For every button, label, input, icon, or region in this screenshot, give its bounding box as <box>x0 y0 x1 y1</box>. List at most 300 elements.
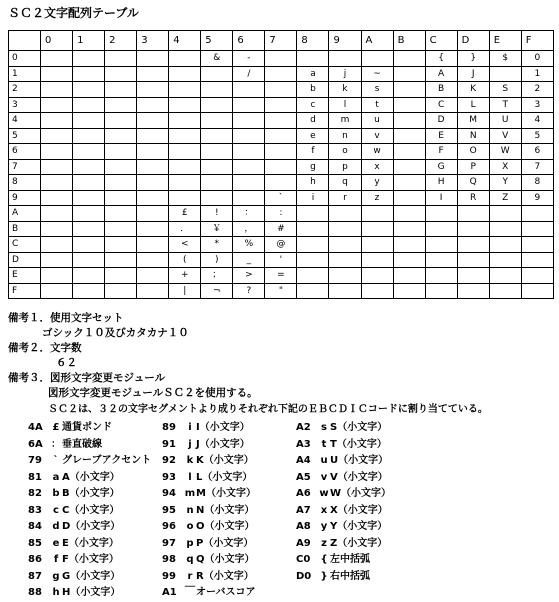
mapping-code: 91 <box>162 438 176 450</box>
mapping-code: 94 <box>162 488 176 499</box>
table-cell: d <box>297 113 329 129</box>
table-cell <box>137 283 169 299</box>
table-cell <box>489 221 521 237</box>
table-cell <box>361 237 393 253</box>
table-cell <box>73 237 105 253</box>
table-cell <box>201 128 233 144</box>
table-cell <box>425 206 457 222</box>
table-cell: R <box>457 190 489 206</box>
table-cell: F <box>425 144 457 160</box>
table-cell: 4 <box>521 113 553 129</box>
table-cell: m <box>329 113 361 129</box>
mapping-code: D0 <box>296 570 312 582</box>
table-cell: ` <box>265 190 297 206</box>
mapping-entry <box>28 486 151 503</box>
table-cell: g <box>297 159 329 175</box>
mapping-glyph: w <box>319 488 329 499</box>
table-cell <box>265 159 297 175</box>
table-cell: - <box>233 51 265 67</box>
mapping-entry <box>162 486 256 503</box>
table-cell: 5 <box>521 128 553 144</box>
column-header: 2 <box>105 31 137 51</box>
table-cell <box>137 66 169 82</box>
column-header: F <box>521 31 553 51</box>
table-cell <box>73 252 105 268</box>
mapping-code: 98 <box>162 554 176 565</box>
table-cell <box>169 190 201 206</box>
table-cell: e <box>297 128 329 144</box>
mapping-glyph: m <box>184 488 196 499</box>
mapping-description: M（小文字） <box>196 488 256 499</box>
table-cell <box>393 113 425 129</box>
table-cell <box>361 268 393 284</box>
table-cell <box>233 144 265 160</box>
table-cell <box>73 113 105 129</box>
mapping-entry <box>28 552 151 569</box>
table-cell <box>297 252 329 268</box>
table-cell <box>361 221 393 237</box>
mapping-glyph: c <box>53 504 59 516</box>
mapping-description: R（小文字） <box>196 570 254 582</box>
mapping-entry <box>296 470 391 487</box>
table-cell <box>489 283 521 299</box>
table-row <box>9 159 554 175</box>
mapping-entry <box>162 536 256 553</box>
table-cell <box>41 128 73 144</box>
mapping-description: A（小文字） <box>62 471 120 483</box>
table-cell: ' <box>265 252 297 268</box>
mapping-description: T（小文字） <box>330 438 387 450</box>
note-1-text: ゴシック１０及びカタカナ１０ <box>42 327 189 339</box>
table-cell: Z <box>489 190 521 206</box>
mapping-entry <box>296 503 391 520</box>
mapping-description: Y（小文字） <box>330 521 388 532</box>
mapping-glyph: v <box>320 471 328 483</box>
table-cell <box>105 283 137 299</box>
table-cell <box>265 128 297 144</box>
table-cell <box>41 237 73 253</box>
column-header: C <box>425 31 457 51</box>
mapping-column-1 <box>28 420 151 602</box>
table-cell <box>201 144 233 160</box>
mapping-entry <box>162 552 256 569</box>
table-header-row <box>9 31 554 51</box>
table-cell <box>201 113 233 129</box>
note-3-text-1: 図形文字変更モジュールＳＣ２を使用する。 <box>48 387 258 399</box>
mapping-glyph: z <box>321 537 327 549</box>
mapping-entry <box>296 437 391 454</box>
mapping-glyph: ： <box>51 438 61 450</box>
table-row <box>9 51 554 67</box>
table-cell <box>457 206 489 222</box>
row-header: 1 <box>9 66 41 82</box>
page-title: ＳＣ２文字配列テーブル <box>8 6 139 20</box>
table-cell <box>233 97 265 113</box>
table-cell <box>105 252 137 268</box>
table-cell <box>361 51 393 67</box>
mapping-entry <box>28 519 151 536</box>
mapping-code: 83 <box>28 504 42 516</box>
mapping-glyph: d <box>52 521 60 532</box>
mapping-entry <box>296 552 391 569</box>
table-cell <box>393 283 425 299</box>
table-cell: u <box>361 113 393 129</box>
mapping-entry <box>296 519 391 536</box>
table-cell: 8 <box>521 175 553 191</box>
table-cell <box>393 128 425 144</box>
mapping-code: A6 <box>296 488 311 499</box>
table-cell <box>265 144 297 160</box>
table-cell: = <box>265 268 297 284</box>
mapping-description: 通貨ポンド <box>62 422 112 433</box>
mapping-code: 88 <box>28 587 42 598</box>
mapping-glyph: j <box>188 438 192 450</box>
table-cell <box>41 283 73 299</box>
table-cell: 9 <box>521 190 553 206</box>
table-cell: { <box>425 51 457 67</box>
table-cell <box>457 268 489 284</box>
mapping-code: 4A <box>28 422 43 433</box>
mapping-description: 左中括弧 <box>330 554 370 565</box>
row-header: 2 <box>9 82 41 98</box>
table-cell <box>393 82 425 98</box>
table-cell: K <box>457 82 489 98</box>
mapping-entry <box>162 470 256 487</box>
table-cell <box>73 82 105 98</box>
table-cell <box>393 66 425 82</box>
table-cell <box>329 51 361 67</box>
table-cell: " <box>265 283 297 299</box>
table-cell <box>137 190 169 206</box>
mapping-description: U（小文字） <box>330 455 389 466</box>
table-cell: l <box>329 97 361 113</box>
table-row <box>9 175 554 191</box>
table-cell <box>137 51 169 67</box>
table-cell <box>361 252 393 268</box>
table-cell: ? <box>233 283 265 299</box>
table-cell <box>41 221 73 237</box>
table-cell <box>233 175 265 191</box>
mapping-code: 99 <box>162 570 176 582</box>
table-cell <box>105 113 137 129</box>
table-cell <box>105 190 137 206</box>
table-cell: U <box>489 113 521 129</box>
table-cell <box>201 175 233 191</box>
table-cell <box>169 113 201 129</box>
column-header: 8 <box>297 31 329 51</box>
mapping-description: S（小文字） <box>330 422 388 433</box>
table-cell <box>169 97 201 113</box>
table-row <box>9 252 554 268</box>
table-cell <box>489 237 521 253</box>
table-cell <box>265 97 297 113</box>
mapping-description: グレーブアクセント <box>62 455 152 466</box>
mapping-code: 87 <box>28 570 42 582</box>
table-cell <box>105 268 137 284</box>
mapping-glyph: r <box>187 570 193 582</box>
mapping-entry <box>162 453 256 470</box>
table-cell <box>137 252 169 268</box>
table-cell <box>521 283 553 299</box>
row-header: 0 <box>9 51 41 67</box>
mapping-glyph: t <box>321 438 327 450</box>
table-cell: @ <box>265 237 297 253</box>
table-cell <box>425 237 457 253</box>
table-cell <box>137 175 169 191</box>
table-cell: 2 <box>521 82 553 98</box>
table-cell <box>425 221 457 237</box>
mapping-description: J（小文字） <box>196 438 250 450</box>
mapping-description: オーバスコア <box>196 587 256 598</box>
table-cell <box>393 51 425 67</box>
table-cell: T <box>489 97 521 113</box>
table-cell <box>393 175 425 191</box>
table-cell <box>393 252 425 268</box>
mapping-entry <box>162 420 256 437</box>
row-header: 7 <box>9 159 41 175</box>
table-cell: c <box>297 97 329 113</box>
table-cell <box>73 159 105 175</box>
mapping-entry <box>162 437 256 454</box>
table-cell <box>169 82 201 98</box>
table-cell <box>137 206 169 222</box>
table-cell: O <box>457 144 489 160</box>
mapping-glyph: k <box>186 455 194 466</box>
row-header: B <box>9 221 41 237</box>
mapping-entry <box>162 585 256 602</box>
table-cell <box>329 221 361 237</box>
table-cell: ； <box>201 268 233 284</box>
table-cell <box>201 190 233 206</box>
mapping-code: A8 <box>296 521 311 532</box>
table-cell <box>521 221 553 237</box>
mapping-code: C0 <box>296 554 311 565</box>
table-cell: ) <box>201 252 233 268</box>
row-header: F <box>9 283 41 299</box>
column-header: A <box>361 31 393 51</box>
table-cell <box>73 66 105 82</box>
table-cell <box>489 206 521 222</box>
mapping-code: 6A <box>28 438 43 450</box>
mapping-description: O（小文字） <box>196 521 255 532</box>
table-cell <box>393 268 425 284</box>
table-cell <box>489 252 521 268</box>
mapping-entry <box>296 536 391 553</box>
table-cell <box>457 283 489 299</box>
table-cell <box>425 268 457 284</box>
table-cell: i <box>297 190 329 206</box>
table-cell <box>105 66 137 82</box>
mapping-code: A5 <box>296 471 311 483</box>
table-cell: ． <box>169 221 201 237</box>
mapping-code: 95 <box>162 504 176 516</box>
mapping-code: 82 <box>28 488 42 499</box>
table-cell: ¬ <box>201 283 233 299</box>
mapping-entry <box>28 470 151 487</box>
table-cell: H <box>425 175 457 191</box>
table-cell <box>169 66 201 82</box>
mapping-entry <box>296 420 391 437</box>
mapping-code: 85 <box>28 537 42 549</box>
table-cell <box>329 252 361 268</box>
note-2-label: 備考２．文字数 <box>8 342 82 354</box>
table-cell <box>73 144 105 160</box>
table-cell: h <box>297 175 329 191</box>
column-header: 5 <box>201 31 233 51</box>
table-cell <box>169 144 201 160</box>
table-cell: * <box>201 237 233 253</box>
table-cell <box>169 175 201 191</box>
mapping-glyph: £ <box>52 422 60 433</box>
table-cell: & <box>201 51 233 67</box>
column-header: 3 <box>137 31 169 51</box>
table-cell: W <box>489 144 521 160</box>
table-cell: ~ <box>361 66 393 82</box>
table-cell <box>233 190 265 206</box>
table-row <box>9 268 554 284</box>
table-cell <box>425 283 457 299</box>
table-cell: ! <box>201 206 233 222</box>
table-cell <box>489 66 521 82</box>
mapping-description: L（小文字） <box>196 471 253 483</box>
table-row <box>9 82 554 98</box>
table-cell <box>201 159 233 175</box>
table-row <box>9 128 554 144</box>
mapping-glyph: p <box>186 537 194 549</box>
table-cell <box>137 221 169 237</box>
table-cell: £ <box>169 206 201 222</box>
table-corner-cell <box>9 31 41 51</box>
mapping-entry <box>28 569 151 586</box>
table-cell <box>105 221 137 237</box>
table-cell <box>169 51 201 67</box>
column-header: 0 <box>41 31 73 51</box>
mapping-glyph: g <box>52 570 60 582</box>
table-cell <box>41 159 73 175</box>
table-cell <box>265 51 297 67</box>
table-cell: q <box>329 175 361 191</box>
table-cell <box>73 221 105 237</box>
table-cell: z <box>361 190 393 206</box>
table-cell <box>41 190 73 206</box>
note-3-text-2: ＳＣ２は、３２の文字セグメントより成りそれぞれ下記のＥＢＣＤＩＣコードに割り当てている。 <box>48 404 488 415</box>
table-cell: G <box>425 159 457 175</box>
table-cell <box>329 237 361 253</box>
table-cell <box>201 66 233 82</box>
table-cell: a <box>297 66 329 82</box>
table-cell: V <box>489 128 521 144</box>
mapping-glyph: o <box>186 521 194 532</box>
mapping-glyph: { <box>320 554 328 565</box>
table-cell: : <box>265 206 297 222</box>
table-cell: s <box>361 82 393 98</box>
table-cell: | <box>169 283 201 299</box>
table-cell: ： <box>233 206 265 222</box>
column-header: 9 <box>329 31 361 51</box>
table-cell: A <box>425 66 457 82</box>
table-cell: } <box>457 51 489 67</box>
table-cell <box>41 97 73 113</box>
table-cell: P <box>457 159 489 175</box>
mapping-code: A1 <box>162 587 177 598</box>
table-cell: w <box>361 144 393 160</box>
table-cell: x <box>361 159 393 175</box>
table-cell <box>265 66 297 82</box>
mapping-glyph: ` <box>53 455 59 466</box>
row-header: A <box>9 206 41 222</box>
mapping-description: K（小文字） <box>196 455 254 466</box>
mapping-description: W（小文字） <box>330 488 392 499</box>
table-cell <box>297 221 329 237</box>
table-row <box>9 221 554 237</box>
row-header: C <box>9 237 41 253</box>
table-cell: _ <box>233 252 265 268</box>
table-cell: t <box>361 97 393 113</box>
table-cell: r <box>329 190 361 206</box>
column-header: 4 <box>169 31 201 51</box>
table-row <box>9 283 554 299</box>
table-row <box>9 144 554 160</box>
table-cell: X <box>489 159 521 175</box>
table-cell <box>297 206 329 222</box>
table-cell: k <box>329 82 361 98</box>
table-cell <box>521 252 553 268</box>
note-1-label: 備考１．使用文字セット <box>8 312 124 324</box>
mapping-glyph: b <box>52 488 60 499</box>
mapping-glyph: } <box>320 570 328 582</box>
table-cell <box>73 175 105 191</box>
table-cell: Q <box>457 175 489 191</box>
table-cell <box>361 206 393 222</box>
mapping-code: 93 <box>162 471 176 483</box>
table-cell <box>457 237 489 253</box>
mapping-description: 右中括弧 <box>330 570 370 582</box>
mapping-description: B（小文字） <box>62 488 120 499</box>
mapping-entry <box>296 486 391 503</box>
table-cell: 1 <box>521 66 553 82</box>
row-header: 6 <box>9 144 41 160</box>
table-cell <box>105 51 137 67</box>
mapping-entry <box>296 569 391 586</box>
mapping-glyph: x <box>320 504 328 516</box>
table-cell <box>105 128 137 144</box>
table-cell: Y <box>489 175 521 191</box>
mapping-description: P（小文字） <box>196 537 254 549</box>
mapping-entry <box>162 503 256 520</box>
table-cell: D <box>425 113 457 129</box>
mapping-entry <box>28 536 151 553</box>
row-header: D <box>9 252 41 268</box>
table-cell <box>393 221 425 237</box>
mapping-code: 86 <box>28 554 42 565</box>
table-row <box>9 66 554 82</box>
table-cell <box>233 113 265 129</box>
table-cell <box>41 82 73 98</box>
mapping-glyph: n <box>186 504 194 516</box>
mapping-code: A7 <box>296 504 311 516</box>
column-header: 1 <box>73 31 105 51</box>
table-cell <box>489 268 521 284</box>
table-cell: $ <box>489 51 521 67</box>
mapping-description: N（小文字） <box>196 504 255 516</box>
mapping-glyph: a <box>52 471 60 483</box>
mapping-glyph: ￣ <box>185 587 195 598</box>
mapping-glyph: l <box>188 471 192 483</box>
mapping-description: V（小文字） <box>330 471 388 483</box>
mapping-glyph: i <box>188 422 192 433</box>
mapping-column-3 <box>296 420 391 585</box>
table-cell <box>105 175 137 191</box>
